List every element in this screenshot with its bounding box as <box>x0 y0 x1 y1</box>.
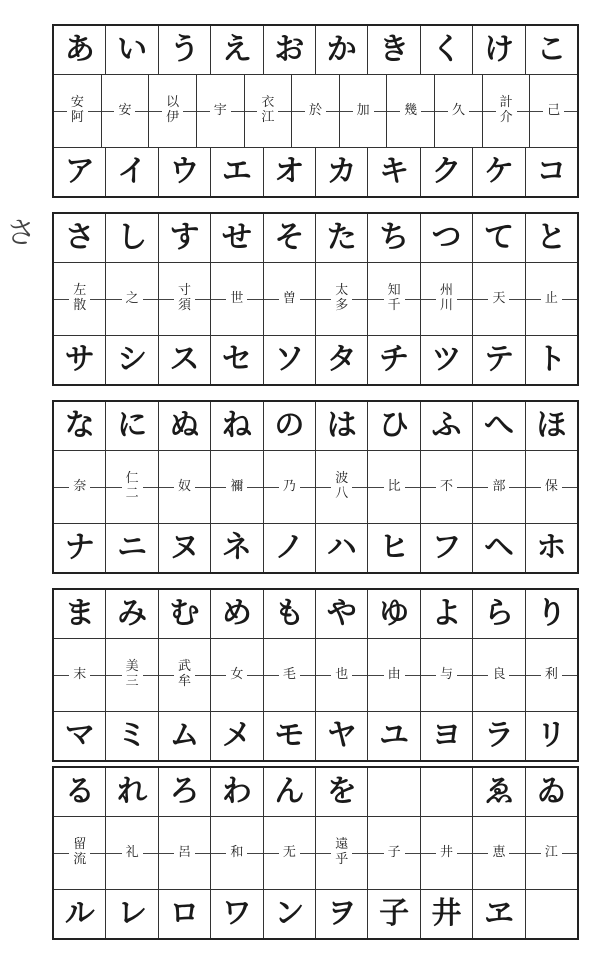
hiragana-cell: う <box>159 26 211 74</box>
katakana-cell: ク <box>421 148 473 196</box>
kanji-origin-char: 奴 <box>178 478 192 494</box>
kanji-origin-char: 知 <box>387 283 401 299</box>
katakana-cell: ノ <box>264 524 316 572</box>
hiragana-cell: ん <box>264 768 316 816</box>
kanji-origin-cell <box>473 263 525 335</box>
kanji-origin-char: 伊 <box>166 110 180 125</box>
kanji-origin-cell <box>526 451 577 523</box>
katakana-cell: リ <box>536 718 567 753</box>
hiragana-cell: は <box>316 402 368 450</box>
kanji-origin-char: 禰 <box>230 478 244 494</box>
kanji-origin-char: 美 <box>125 659 139 675</box>
hiragana-cell: の <box>264 402 316 450</box>
hiragana-cell: ま <box>54 590 106 638</box>
katakana-row <box>54 712 577 760</box>
hiragana-cell: ら <box>473 590 525 638</box>
katakana-cell: ネ <box>211 524 263 572</box>
kanji-origin-char: 久 <box>451 102 465 118</box>
katakana-cell: ホ <box>536 530 567 565</box>
kanji-origin-char: 由 <box>387 666 401 682</box>
kanji-origin-cell <box>54 263 106 335</box>
kanji-origin-char: 武 <box>178 659 192 675</box>
katakana-cell: カ <box>316 148 368 196</box>
kanji-origin-cell <box>106 451 158 523</box>
kana-section <box>52 766 579 940</box>
katakana-cell: 井 <box>421 890 473 938</box>
kanji-origin-char: 於 <box>309 102 323 118</box>
kanji-origin-char: 阿 <box>70 110 84 125</box>
kanji-origin-cell <box>211 263 263 335</box>
hiragana-cell: ゆ <box>368 590 420 638</box>
kanji-origin-cell <box>316 263 368 335</box>
kanji-origin-row <box>54 639 577 712</box>
hiragana-row <box>54 214 577 263</box>
kanji-origin-cell <box>316 817 368 889</box>
hiragana-cell: ふ <box>421 402 473 450</box>
katakana-cell: ナ <box>54 524 106 572</box>
kanji-origin-char: 安 <box>118 102 132 118</box>
kanji-origin-char: 流 <box>73 852 87 867</box>
kanji-origin-char: 二 <box>125 486 139 501</box>
kanji-origin-char: 利 <box>544 666 558 682</box>
kanji-origin-cell <box>526 817 577 889</box>
hiragana-cell: い <box>106 26 158 74</box>
hiragana-cell: き <box>368 26 420 74</box>
kanji-origin-cell <box>387 75 435 147</box>
kanji-origin-cell <box>54 639 106 711</box>
hiragana-cell: ろ <box>159 768 211 816</box>
kanji-origin-cell <box>159 817 211 889</box>
katakana-cell: ウ <box>159 148 211 196</box>
katakana-cell: コ <box>536 154 567 189</box>
hiragana-cell: つ <box>421 214 473 262</box>
kanji-origin-cell <box>245 75 293 147</box>
kanji-origin-cell <box>526 263 577 335</box>
kanji-origin-char: 乎 <box>335 852 349 867</box>
katakana-cell: サ <box>54 336 106 384</box>
hiragana-cell: ほ <box>536 408 567 443</box>
hiragana-cell: を <box>316 768 368 816</box>
kanji-origin-row <box>54 817 577 890</box>
hiragana-cell: ぬ <box>159 402 211 450</box>
kanji-origin-cell <box>530 75 577 147</box>
katakana-cell: ソ <box>264 336 316 384</box>
katakana-cell: ハ <box>316 524 368 572</box>
katakana-cell: タ <box>316 336 368 384</box>
kana-section <box>52 400 579 574</box>
hiragana-cell: あ <box>54 26 106 74</box>
katakana-cell: ヒ <box>368 524 420 572</box>
kanji-origin-row <box>54 263 577 336</box>
kanji-origin-cell <box>264 817 316 889</box>
kanji-origin-char: 牟 <box>178 674 192 689</box>
katakana-row <box>54 524 577 572</box>
hiragana-cell: む <box>159 590 211 638</box>
kanji-origin-char: 奈 <box>73 478 87 494</box>
katakana-cell: ワ <box>211 890 263 938</box>
kanji-origin-char: 千 <box>387 298 401 313</box>
kanji-origin-cell <box>421 263 473 335</box>
kanji-origin-char: 与 <box>440 666 454 682</box>
kanji-origin-char: 恵 <box>492 844 506 860</box>
hiragana-cell: ち <box>368 214 420 262</box>
kana-section <box>52 212 579 386</box>
hiragana-cell: た <box>316 214 368 262</box>
hiragana-cell: こ <box>536 32 567 67</box>
hiragana-cell: か <box>316 26 368 74</box>
hiragana-cell: わ <box>211 768 263 816</box>
kanji-origin-cell <box>368 263 420 335</box>
kanji-origin-char: 部 <box>492 478 506 494</box>
kanji-origin-cell <box>159 639 211 711</box>
kanji-origin-char: 不 <box>440 478 454 494</box>
katakana-cell: ス <box>159 336 211 384</box>
hiragana-cell: も <box>264 590 316 638</box>
hiragana-cell: ゑ <box>473 768 525 816</box>
kanji-origin-cell <box>197 75 245 147</box>
hiragana-cell: や <box>316 590 368 638</box>
kanji-origin-cell <box>149 75 197 147</box>
katakana-cell: ン <box>264 890 316 938</box>
kanji-origin-cell <box>473 817 525 889</box>
hiragana-cell: へ <box>473 402 525 450</box>
katakana-cell: ヨ <box>421 712 473 760</box>
hiragana-cell: に <box>106 402 158 450</box>
hiragana-cell: ね <box>211 402 263 450</box>
kanji-origin-char: 也 <box>335 666 349 682</box>
kanji-origin-cell <box>473 451 525 523</box>
kanji-origin-cell <box>211 817 263 889</box>
kanji-origin-char: 比 <box>387 478 401 494</box>
katakana-cell: チ <box>368 336 420 384</box>
kanji-origin-char: 良 <box>492 666 506 682</box>
kanji-origin-cell <box>292 75 340 147</box>
hiragana-cell: み <box>106 590 158 638</box>
kanji-origin-cell <box>211 451 263 523</box>
kanji-origin-char: 天 <box>492 290 506 306</box>
hiragana-cell: と <box>536 220 567 255</box>
katakana-cell: レ <box>106 890 158 938</box>
kanji-origin-char: 乃 <box>282 478 296 494</box>
kanji-origin-char: 之 <box>125 290 139 306</box>
kanji-origin-row <box>54 451 577 524</box>
kanji-origin-char: 保 <box>544 478 558 494</box>
katakana-cell: フ <box>421 524 473 572</box>
kanji-origin-char: 留 <box>73 837 87 853</box>
kanji-origin-cell <box>264 451 316 523</box>
kanji-origin-cell <box>54 75 102 147</box>
kanji-origin-char: 和 <box>230 844 244 860</box>
hiragana-cell: よ <box>421 590 473 638</box>
hiragana-row <box>54 402 577 451</box>
kanji-origin-cell <box>102 75 150 147</box>
hiragana-cell: し <box>106 214 158 262</box>
kanji-origin-char: 介 <box>499 110 513 125</box>
katakana-cell: ア <box>54 148 106 196</box>
hiragana-cell: な <box>54 402 106 450</box>
kanji-origin-char: 末 <box>73 666 87 682</box>
kanji-origin-char: 州 <box>440 283 454 299</box>
kanji-origin-cell <box>106 263 158 335</box>
katakana-cell: エ <box>211 148 263 196</box>
kanji-origin-char: 計 <box>499 95 513 111</box>
kanji-origin-cell <box>340 75 388 147</box>
kanji-origin-char: 幾 <box>404 102 418 118</box>
kanji-origin-char: 多 <box>335 298 349 313</box>
hiragana-cell: え <box>211 26 263 74</box>
kanji-origin-char: 无 <box>282 844 296 860</box>
katakana-cell: キ <box>368 148 420 196</box>
kanji-origin-cell <box>54 817 106 889</box>
katakana-cell: モ <box>264 712 316 760</box>
hiragana-cell: め <box>211 590 263 638</box>
kana-section <box>52 588 579 762</box>
katakana-cell: ム <box>159 712 211 760</box>
kanji-origin-cell <box>264 263 316 335</box>
hiragana-cell: お <box>264 26 316 74</box>
side-annotation: さ <box>6 216 36 251</box>
katakana-cell: ル <box>54 890 106 938</box>
kanji-origin-char: 己 <box>547 102 561 118</box>
kanji-origin-cell <box>54 451 106 523</box>
kanji-origin-char: 井 <box>440 844 454 860</box>
katakana-cell: ヤ <box>316 712 368 760</box>
katakana-cell: ヌ <box>159 524 211 572</box>
katakana-cell: ニ <box>106 524 158 572</box>
kanji-origin-cell <box>368 639 420 711</box>
kanji-origin-char: 曽 <box>282 290 296 306</box>
kanji-origin-char: 寸 <box>178 283 192 299</box>
kanji-origin-cell <box>159 263 211 335</box>
katakana-cell: オ <box>264 148 316 196</box>
katakana-cell <box>526 890 577 938</box>
kanji-origin-cell <box>421 639 473 711</box>
kanji-origin-char: 女 <box>230 666 244 682</box>
hiragana-cell: ゐ <box>536 774 567 809</box>
kanji-origin-char: 左 <box>73 283 87 299</box>
hiragana-cell: れ <box>106 768 158 816</box>
katakana-cell: ヱ <box>473 890 525 938</box>
kanji-origin-cell <box>473 639 525 711</box>
kanji-origin-cell <box>316 451 368 523</box>
katakana-row <box>54 336 577 384</box>
katakana-cell: ヘ <box>473 524 525 572</box>
kanji-origin-char: 世 <box>230 290 244 306</box>
kanji-origin-cell <box>106 817 158 889</box>
katakana-cell: ト <box>536 342 567 377</box>
kanji-origin-char: 江 <box>261 110 275 125</box>
kanji-origin-char: 仁 <box>125 471 139 487</box>
kanji-origin-cell <box>211 639 263 711</box>
kanji-origin-cell <box>264 639 316 711</box>
katakana-cell: ミ <box>106 712 158 760</box>
hiragana-row <box>54 590 577 639</box>
hiragana-cell: ひ <box>368 402 420 450</box>
katakana-cell: 子 <box>368 890 420 938</box>
kanji-origin-char: 毛 <box>282 666 296 682</box>
kanji-origin-cell <box>421 817 473 889</box>
hiragana-row <box>54 768 577 817</box>
kanji-origin-cell <box>435 75 483 147</box>
kanji-origin-char: 衣 <box>261 95 275 111</box>
kanji-origin-cell <box>159 451 211 523</box>
hiragana-cell <box>421 768 473 816</box>
kanji-origin-cell <box>368 451 420 523</box>
kanji-origin-char: 江 <box>544 844 558 860</box>
hiragana-cell: そ <box>264 214 316 262</box>
kanji-origin-char: 宇 <box>213 102 227 118</box>
kanji-origin-char: 安 <box>70 95 84 111</box>
kanji-origin-cell <box>421 451 473 523</box>
katakana-cell: ユ <box>368 712 420 760</box>
kana-section <box>52 24 579 198</box>
katakana-cell: ケ <box>473 148 525 196</box>
kanji-origin-char: 太 <box>335 283 349 299</box>
hiragana-cell: さ <box>54 214 106 262</box>
katakana-cell: マ <box>54 712 106 760</box>
hiragana-cell: せ <box>211 214 263 262</box>
katakana-row <box>54 890 577 938</box>
katakana-cell: テ <box>473 336 525 384</box>
katakana-cell: ロ <box>159 890 211 938</box>
kanji-origin-char: 礼 <box>125 844 139 860</box>
kanji-origin-char: 以 <box>166 95 180 111</box>
kanji-origin-cell <box>316 639 368 711</box>
hiragana-cell: く <box>421 26 473 74</box>
kanji-origin-cell <box>526 639 577 711</box>
hiragana-cell: す <box>159 214 211 262</box>
katakana-cell: ラ <box>473 712 525 760</box>
hiragana-row <box>54 26 577 75</box>
kanji-origin-cell <box>368 817 420 889</box>
kanji-origin-char: 子 <box>387 844 401 860</box>
hiragana-cell: て <box>473 214 525 262</box>
katakana-cell: シ <box>106 336 158 384</box>
kanji-origin-char: 八 <box>335 486 349 501</box>
kanji-origin-char: 呂 <box>178 844 192 860</box>
katakana-cell: ヲ <box>316 890 368 938</box>
kanji-origin-char: 加 <box>356 102 370 118</box>
kanji-origin-char: 須 <box>178 298 192 313</box>
kanji-origin-cell <box>106 639 158 711</box>
katakana-row <box>54 148 577 196</box>
katakana-cell: ツ <box>421 336 473 384</box>
kanji-origin-char: 散 <box>73 298 87 313</box>
kanji-origin-cell <box>483 75 531 147</box>
kanji-origin-char: 遠 <box>335 837 349 853</box>
katakana-cell: イ <box>106 148 158 196</box>
katakana-cell: セ <box>211 336 263 384</box>
hiragana-cell: り <box>536 596 567 631</box>
kanji-origin-char: 三 <box>125 674 139 689</box>
hiragana-cell: け <box>473 26 525 74</box>
kanji-origin-char: 川 <box>440 298 454 313</box>
kanji-origin-row <box>54 75 577 148</box>
hiragana-cell <box>368 768 420 816</box>
kanji-origin-char: 止 <box>544 290 558 306</box>
kanji-origin-char: 波 <box>335 471 349 487</box>
hiragana-cell: る <box>54 768 106 816</box>
katakana-cell: メ <box>211 712 263 760</box>
